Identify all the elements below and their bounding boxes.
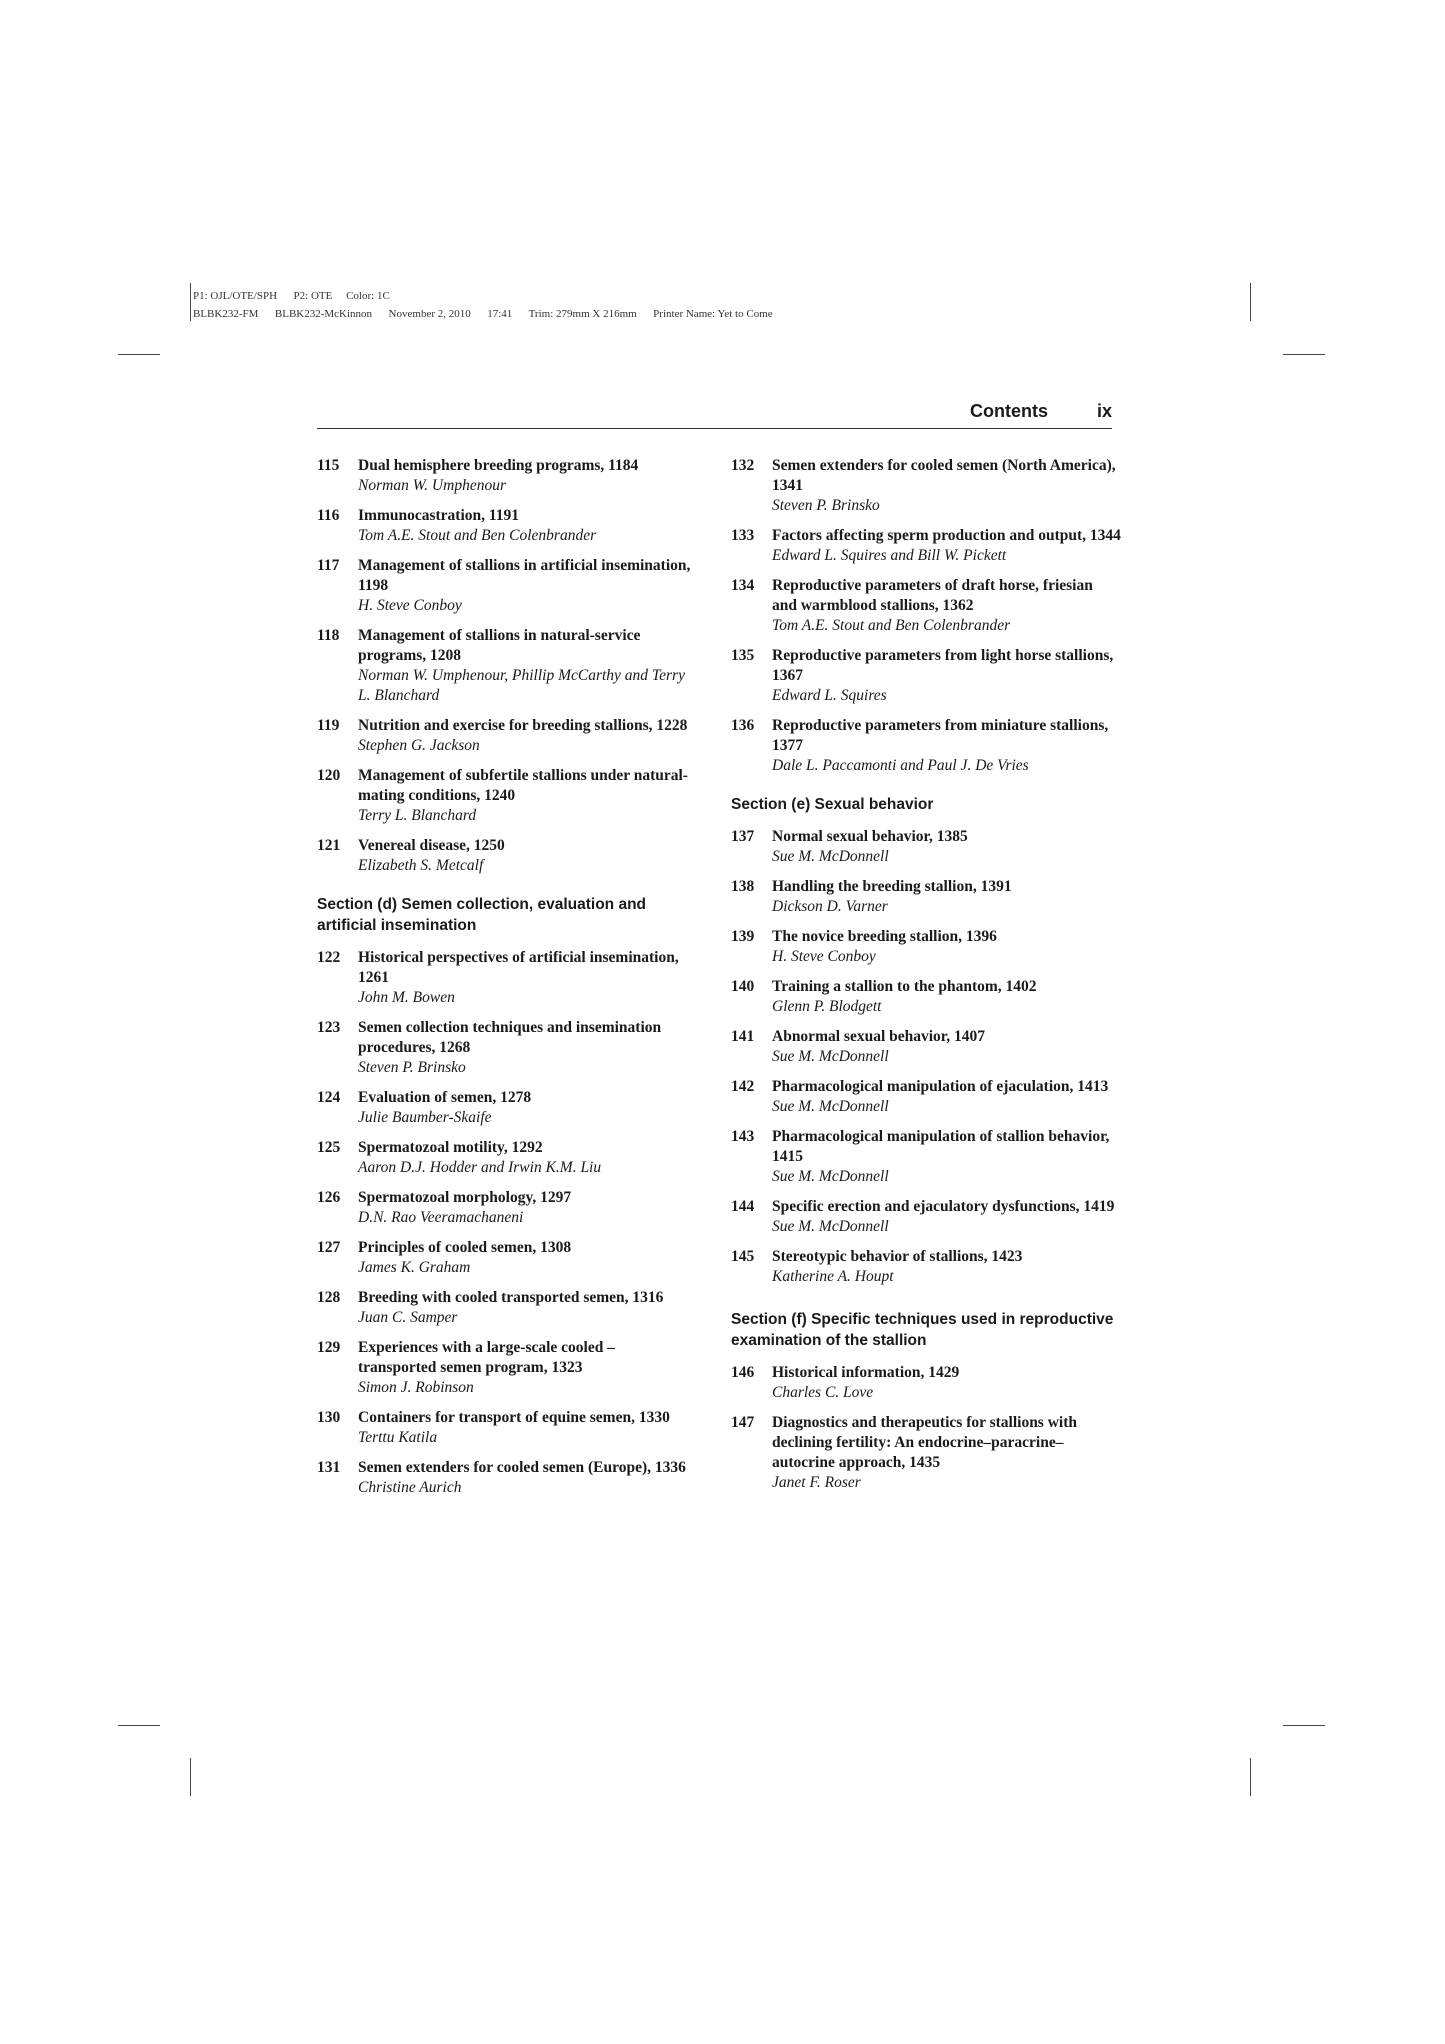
toc-entry <box>317 1238 697 1278</box>
chapter-authors: Aaron D.J. Hodder and Irwin K.M. Liu <box>358 1159 602 1176</box>
chapter-authors: Sue M. McDonnell <box>772 848 889 865</box>
chapter-title: Specific erection and ejaculatory dysfunctions, 1419 <box>772 1198 1115 1215</box>
chapter-number: 120 <box>317 767 341 784</box>
contents-left-column <box>317 456 697 1508</box>
chapter-title: Semen extenders for cooled semen (Europe), 1336 <box>358 1459 686 1476</box>
chapter-authors: Sue M. McDonnell <box>772 1048 889 1065</box>
crop-mark-top-right-vertical <box>1250 283 1251 321</box>
chapter-authors: Glenn P. Blodgett <box>772 998 882 1015</box>
chapter-title: Reproductive parameters from miniature stallions, 1377 <box>772 717 1109 754</box>
section-heading-e: Section (e) Sexual behavior <box>731 796 934 813</box>
toc-entry <box>731 1197 1121 1237</box>
crop-mark-top-left-horizontal <box>118 354 160 355</box>
toc-entry <box>317 716 697 756</box>
entry-body <box>772 827 1121 867</box>
chapter-title: Pharmacological manipulation of ejaculation, 1413 <box>772 1078 1109 1095</box>
chapter-number: 117 <box>317 557 340 574</box>
chapter-number: 118 <box>317 627 340 644</box>
chapter-authors: H. Steve Conboy <box>772 948 876 965</box>
entry-body <box>358 948 697 1008</box>
chapter-number: 129 <box>317 1339 341 1356</box>
chapter-number: 115 <box>317 457 340 474</box>
header-title: Contents <box>970 401 1048 421</box>
toc-entry <box>731 1363 1121 1403</box>
entry-body <box>358 1458 697 1498</box>
toc-entry <box>317 1188 697 1228</box>
chapter-number: 126 <box>317 1189 341 1206</box>
chapter-title: Normal sexual behavior, 1385 <box>772 828 968 845</box>
chapter-authors: Sue M. McDonnell <box>772 1168 889 1185</box>
toc-entry <box>317 1408 697 1448</box>
chapter-number: 136 <box>731 717 755 734</box>
running-header <box>317 396 1112 429</box>
toc-entry <box>317 1458 697 1498</box>
entry-list-section-f <box>731 1363 1121 1493</box>
toc-entry <box>731 716 1121 776</box>
chapter-authors: Juan C. Samper <box>358 1309 458 1326</box>
entry-body <box>358 1288 697 1328</box>
toc-entry <box>317 1288 697 1328</box>
entry-body <box>772 977 1121 1017</box>
chapter-title: Semen collection techniques and insemination procedures, 1268 <box>358 1019 662 1056</box>
crop-mark-bottom-right-vertical <box>1250 1758 1251 1796</box>
chapter-number: 146 <box>731 1364 755 1381</box>
crop-mark-top-right-horizontal <box>1283 354 1325 355</box>
chapter-authors: Sue M. McDonnell <box>772 1098 889 1115</box>
chapter-authors: Sue M. McDonnell <box>772 1218 889 1235</box>
entry-body <box>772 1363 1121 1403</box>
crop-mark-bottom-left-vertical <box>190 1758 191 1796</box>
chapter-authors: James K. Graham <box>358 1259 471 1276</box>
crop-mark-bottom-left-horizontal <box>118 1725 160 1726</box>
chapter-authors: Julie Baumber-Skaife <box>358 1109 492 1126</box>
toc-entry <box>731 456 1121 516</box>
chapter-title: Abnormal sexual behavior, 1407 <box>772 1028 986 1045</box>
chapter-number: 137 <box>731 828 755 845</box>
chapter-number: 139 <box>731 928 755 945</box>
toc-entry <box>731 646 1121 706</box>
chapter-authors: Janet F. Roser <box>772 1474 861 1491</box>
chapter-title: Handling the breeding stallion, 1391 <box>772 878 1012 895</box>
chapter-authors: Dickson D. Varner <box>772 898 888 915</box>
entry-body <box>358 626 697 706</box>
chapter-authors: Steven P. Brinsko <box>358 1059 466 1076</box>
chapter-number: 125 <box>317 1139 341 1156</box>
toc-entry <box>731 1027 1121 1067</box>
contents-right-column <box>731 456 1121 1503</box>
chapter-authors: Dale L. Paccamonti and Paul J. De Vries <box>772 757 1029 774</box>
chapter-authors: Christine Aurich <box>358 1479 462 1496</box>
toc-entry <box>317 1138 697 1178</box>
chapter-title: Semen extenders for cooled semen (North America), 1341 <box>772 457 1116 494</box>
chapter-number: 119 <box>317 717 340 734</box>
chapter-title: Containers for transport of equine semen, 1330 <box>358 1409 670 1426</box>
chapter-number: 127 <box>317 1239 341 1256</box>
chapter-number: 142 <box>731 1078 755 1095</box>
chapter-authors: Terttu Katila <box>358 1429 438 1446</box>
chapter-number: 145 <box>731 1248 755 1265</box>
entry-body <box>358 1408 697 1448</box>
chapter-authors: Norman W. Umphenour, Phillip McCarthy and Terry L. Blanchard <box>358 667 685 704</box>
chapter-title: Immunocastration, 1191 <box>358 507 520 524</box>
chapter-number: 138 <box>731 878 755 895</box>
chapter-number: 122 <box>317 949 341 966</box>
toc-entry <box>317 626 697 706</box>
chapter-authors: Terry L. Blanchard <box>358 807 477 824</box>
entry-list-section-d <box>317 948 697 1498</box>
chapter-number: 144 <box>731 1198 755 1215</box>
toc-entry <box>317 556 697 616</box>
chapter-title: Management of stallions in artificial insemination, 1198 <box>358 557 691 594</box>
entry-body <box>358 506 697 546</box>
entry-body <box>358 836 697 876</box>
chapter-title: Breeding with cooled transported semen, 1316 <box>358 1289 664 1306</box>
chapter-title: Venereal disease, 1250 <box>358 837 505 854</box>
toc-entry <box>731 1413 1121 1493</box>
section-heading-d: Section (d) Semen collection, evaluation and artificial insemination <box>317 896 647 934</box>
toc-entry <box>317 1338 697 1398</box>
chapter-authors: Charles C. Love <box>772 1384 874 1401</box>
chapter-title: Management of stallions in natural-service programs, 1208 <box>358 627 641 664</box>
chapter-number: 132 <box>731 457 755 474</box>
entry-body <box>772 927 1121 967</box>
entry-body <box>358 456 697 496</box>
toc-entry <box>731 977 1121 1017</box>
entry-body <box>358 556 697 616</box>
entry-list-section-e <box>731 827 1121 1287</box>
entry-body <box>772 1077 1121 1117</box>
chapter-title: Management of subfertile stallions under natural-mating conditions, 1240 <box>358 767 688 804</box>
chapter-title: Diagnostics and therapeutics for stallions with declining fertility: An endocrine–paracrine–autocrine approach, 1435 <box>772 1414 1077 1471</box>
toc-entry <box>317 456 697 496</box>
chapter-number: 131 <box>317 1459 341 1476</box>
toc-entry <box>317 1018 697 1078</box>
printer-slug-line-1: P1: OJL/OTE/SPH P2: OTE Color: 1C <box>193 290 390 302</box>
entry-body <box>772 576 1121 636</box>
entry-body <box>358 1188 697 1228</box>
chapter-title: Historical information, 1429 <box>772 1364 960 1381</box>
chapter-number: 123 <box>317 1019 341 1036</box>
chapter-authors: Edward L. Squires and Bill W. Pickett <box>772 547 1007 564</box>
entry-body <box>772 1413 1121 1493</box>
entry-body <box>358 1238 697 1278</box>
chapter-authors: Norman W. Umphenour <box>358 477 506 494</box>
chapter-number: 141 <box>731 1028 755 1045</box>
entry-body <box>772 1127 1121 1187</box>
chapter-title: Historical perspectives of artificial insemination, 1261 <box>358 949 679 986</box>
entry-body <box>772 646 1121 706</box>
chapter-authors: Tom A.E. Stout and Ben Colenbrander <box>772 617 1011 634</box>
crop-mark-top-left-vertical <box>190 283 191 321</box>
chapter-number: 135 <box>731 647 755 664</box>
chapter-authors: Elizabeth S. Metcalf <box>358 857 484 874</box>
toc-entry <box>731 927 1121 967</box>
entry-body <box>772 1247 1121 1287</box>
entry-body <box>358 766 697 826</box>
toc-entry <box>317 766 697 826</box>
chapter-title: Pharmacological manipulation of stallion behavior, 1415 <box>772 1128 1110 1165</box>
chapter-authors: Katherine A. Houpt <box>772 1268 894 1285</box>
printer-slug-line-2: BLBK232-FM BLBK232-McKinnon November 2, 2010 17:41 Trim: 279mm X 216mm Printer Name: Yet to Come <box>193 308 773 320</box>
chapter-title: Dual hemisphere breeding programs, 1184 <box>358 457 639 474</box>
chapter-authors: Tom A.E. Stout and Ben Colenbrander <box>358 527 597 544</box>
entry-body <box>772 1197 1121 1237</box>
entry-body <box>358 1088 697 1128</box>
section-heading-f: Section (f) Specific techniques used in reproductive examination of the stallion <box>731 1311 1114 1349</box>
chapter-authors: John M. Bowen <box>358 989 455 1006</box>
entry-body <box>772 456 1121 516</box>
chapter-title: Principles of cooled semen, 1308 <box>358 1239 572 1256</box>
entry-body <box>358 716 697 756</box>
chapter-title: Training a stallion to the phantom, 1402 <box>772 978 1037 995</box>
chapter-number: 121 <box>317 837 341 854</box>
chapter-authors: D.N. Rao Veeramachaneni <box>358 1209 524 1226</box>
chapter-number: 143 <box>731 1128 755 1145</box>
chapter-authors: Simon J. Robinson <box>358 1379 474 1396</box>
entry-list-left <box>317 456 697 876</box>
toc-entry <box>731 1247 1121 1287</box>
chapter-title: Experiences with a large-scale cooled – transported semen program, 1323 <box>358 1339 615 1376</box>
toc-entry <box>317 836 697 876</box>
toc-entry <box>317 506 697 546</box>
chapter-title: The novice breeding stallion, 1396 <box>772 928 997 945</box>
entry-body <box>358 1338 697 1398</box>
chapter-title: Reproductive parameters from light horse stallions, 1367 <box>772 647 1114 684</box>
entry-body <box>772 716 1121 776</box>
chapter-title: Reproductive parameters of draft horse, friesian and warmblood stallions, 1362 <box>772 577 1093 614</box>
chapter-number: 133 <box>731 527 755 544</box>
toc-entry <box>731 526 1121 566</box>
entry-body <box>772 526 1121 566</box>
entry-body <box>772 877 1121 917</box>
entry-body <box>358 1018 697 1078</box>
toc-entry <box>317 1088 697 1128</box>
chapter-title: Nutrition and exercise for breeding stallions, 1228 <box>358 717 688 734</box>
entry-body <box>358 1138 697 1178</box>
entry-list-right <box>731 456 1121 776</box>
chapter-title: Factors affecting sperm production and output, 1344 <box>772 527 1121 544</box>
chapter-number: 124 <box>317 1089 341 1106</box>
toc-entry <box>731 1127 1121 1187</box>
chapter-authors: Edward L. Squires <box>772 687 887 704</box>
chapter-title: Evaluation of semen, 1278 <box>358 1089 532 1106</box>
chapter-authors: Steven P. Brinsko <box>772 497 880 514</box>
toc-entry <box>731 877 1121 917</box>
chapter-number: 134 <box>731 577 755 594</box>
chapter-number: 116 <box>317 507 340 524</box>
chapter-authors: Stephen G. Jackson <box>358 737 480 754</box>
chapter-number: 140 <box>731 978 755 995</box>
chapter-authors: H. Steve Conboy <box>358 597 462 614</box>
toc-entry <box>731 1077 1121 1117</box>
chapter-title: Spermatozoal morphology, 1297 <box>358 1189 572 1206</box>
chapter-number: 130 <box>317 1409 341 1426</box>
page-number: ix <box>1096 401 1112 421</box>
chapter-title: Stereotypic behavior of stallions, 1423 <box>772 1248 1023 1265</box>
entry-body <box>772 1027 1121 1067</box>
crop-mark-bottom-right-horizontal <box>1283 1725 1325 1726</box>
toc-entry <box>731 576 1121 636</box>
toc-entry <box>317 948 697 1008</box>
toc-entry <box>731 827 1121 867</box>
chapter-number: 128 <box>317 1289 341 1306</box>
chapter-title: Spermatozoal motility, 1292 <box>358 1139 543 1156</box>
chapter-number: 147 <box>731 1414 755 1431</box>
